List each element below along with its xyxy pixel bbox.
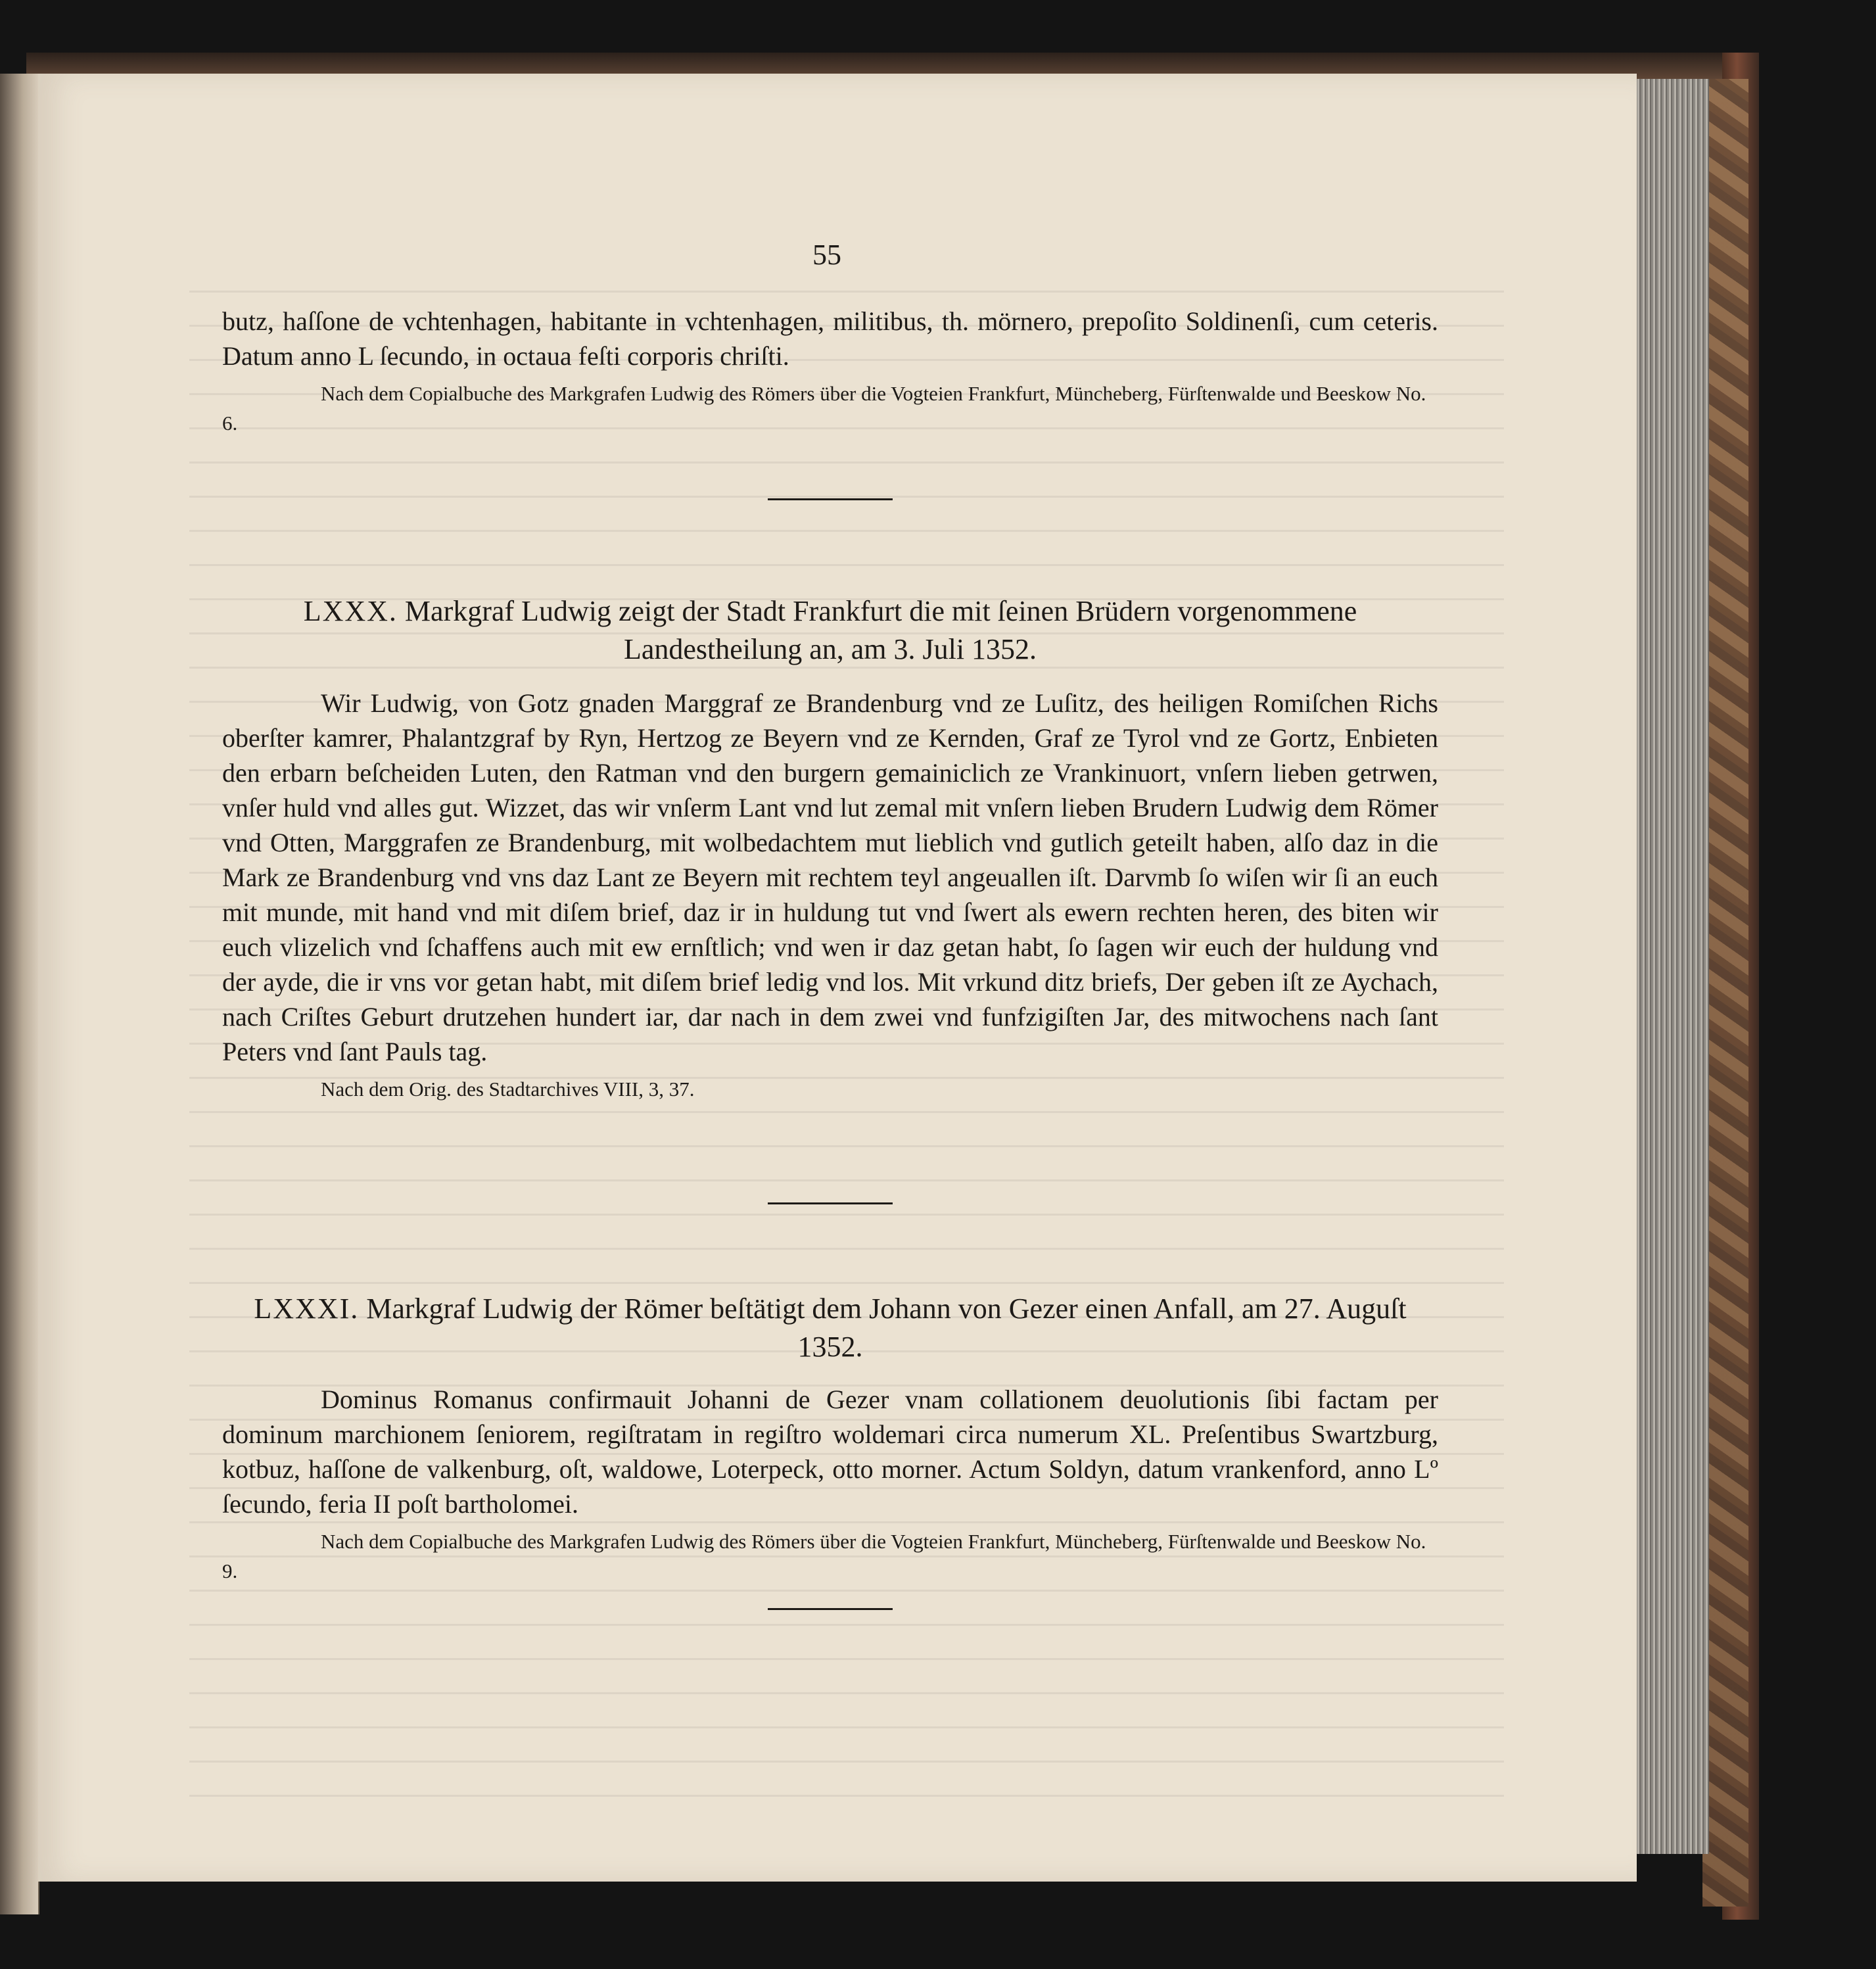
- document-lxxx-source-note: Nach dem Orig. des Stadtarchives VIII, 3, 37.: [321, 1078, 695, 1101]
- document-lxxxi-number: LXXXI.: [254, 1293, 360, 1325]
- left-page-edge: [0, 74, 39, 1914]
- document-lxxx-heading: [222, 592, 1438, 669]
- document-lxxx-text: Wir Ludwig, von Gotz gnaden Marggraf ze Brandenburg vnd ze Luſitz, des heiligen Romiſchen Richs oberſter kamrer, Phalantzgraf by Ryn, Hertzog ze Beyern vnd ze Kernden, Graf ze Tyrol vnd ze Gortz, Enbieten den erbarn beſcheiden Luten, den Ratman vnd den burgern gemainiclich ze Vrankinuort, vnſern lieben getrwen, vnſer huld vnd alles gut. Wizzet, das wir vnſerm Lant vnd lut zemal mit vnſern lieben Brudern Ludwig dem Römer vnd Otten, Marggrafen ze Brandenburg, mit wolbedachtem mut lieblich vnd gutlich geteilt haben, alſo daz in die Mark ze Brandenburg vnd vns daz Lant ze Beyern mit rechtem teyl angeuallen iſt. Darvmb ſo wiſen wir ſi an euch mit munde, mit hand vnd mit diſem brief, daz ir in huldung tut vnd ſwert als ewern rechten heren, des biten wir euch vlizelich vnd ſchaffens auch mit ew ernſtlich; vnd wen ir daz getan habt, ſo ſagen wir euch der huldung vnd der ayde, die ir vns vor getan habt, mit diſem brief ledig vnd los. Mit vrkund ditz briefs, Der geben iſt ze Aychach, nach Criſtes Geburt drutzehen hundert iar, dar nach in dem zwei vnd funfzigiſten Jar, des mitwochens nach ſant Peters vnd ſant Pauls tag.: [222, 688, 1438, 1066]
- page-content: [222, 304, 1438, 1610]
- intro-paragraph: butz, haſſone de vchtenhagen, habitante in vchtenhagen, militibus, th. mörnero, prepoſito Soldinenſi, cum ceteris. Datum anno L ſecundo, in octaua feſti corporis chriſti.: [222, 306, 1438, 371]
- document-lxxxi-text: Dominus Romanus confirmauit Johanni de Gezer vnam collationem deuolutionis ſibi factam per dominum marchionem ſeniorem, regiſtratam in regiſtro woldemari circa numerum XL. Preſentibus Swartzburg, kotbuz, haſſone de valkenburg, oſt, waldowe, Loterpeck, otto morner. Actum Soldyn, datum vrankenford, anno Lº ſecundo, feria II poſt bartholomei.: [222, 1385, 1438, 1519]
- section-divider: [768, 1608, 893, 1610]
- page-number: 55: [812, 239, 841, 271]
- document-lxxx-title: Markgraf Ludwig zeigt der Stadt Frankfurt die mit ſeinen Brüdern vorgenommene Landestheilung an, am 3. Juli 1352.: [404, 595, 1357, 665]
- marbled-edge: [1702, 79, 1748, 1907]
- document-lxxxi-source-note: Nach dem Copialbuche des Markgrafen Ludwig des Römers über die Vogteien Frankfurt, Müncheberg, Fürſtenwalde und Beeskow No. 9.: [222, 1530, 1426, 1582]
- document-lxxx-number: LXXX.: [303, 595, 398, 627]
- intro-source-note: Nach dem Copialbuche des Markgrafen Ludwig des Römers über die Vogteien Frankfurt, Müncheberg, Fürſtenwalde und Beeskow No. 6.: [222, 382, 1426, 435]
- document-lxxxi-heading: [222, 1290, 1438, 1366]
- page-stack-edge: [1630, 79, 1709, 1854]
- book-page: [38, 74, 1637, 1882]
- document-lxxxi-title: Markgraf Ludwig der Römer beſtätigt dem Johann von Gezer einen Anfall, am 27. Auguſt 1352.: [366, 1293, 1407, 1363]
